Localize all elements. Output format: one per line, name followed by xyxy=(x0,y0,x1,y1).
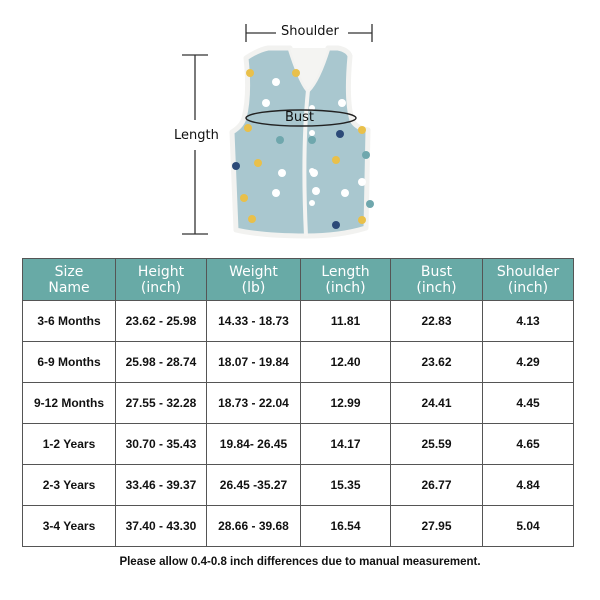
length-label: Length xyxy=(174,128,219,143)
measurement-note: Please allow 0.4-0.8 inch differences due to manual measurement. xyxy=(119,556,481,568)
table-row xyxy=(23,383,574,424)
cell-weight: 14.33 - 18.73 xyxy=(207,301,301,342)
cell-size: 3-6 Months xyxy=(23,301,116,342)
cell-size: 6-9 Months xyxy=(23,342,116,383)
cell-shoulder: 4.45 xyxy=(483,383,574,424)
cell-weight: 26.45 -35.27 xyxy=(207,465,301,506)
cell-weight: 18.73 - 22.04 xyxy=(207,383,301,424)
table-header-row xyxy=(23,259,574,301)
header-weight: Weight (lb) xyxy=(207,259,301,301)
cell-shoulder: 4.65 xyxy=(483,424,574,465)
length-measure-line xyxy=(182,55,208,234)
cell-size: 9-12 Months xyxy=(23,383,116,424)
cell-size: 3-4 Years xyxy=(23,506,116,547)
header-height: Height (inch) xyxy=(116,259,207,301)
table-row xyxy=(23,424,574,465)
header-bust: Bust (inch) xyxy=(391,259,483,301)
size-chart-table xyxy=(22,258,574,547)
cell-length: 15.35 xyxy=(301,465,391,506)
cell-height: 23.62 - 25.98 xyxy=(116,301,207,342)
cell-bust: 24.41 xyxy=(391,383,483,424)
cell-height: 27.55 - 32.28 xyxy=(116,383,207,424)
vest-measurement-diagram xyxy=(0,0,600,250)
cell-height: 25.98 - 28.74 xyxy=(116,342,207,383)
cell-bust: 23.62 xyxy=(391,342,483,383)
cell-bust: 22.83 xyxy=(391,301,483,342)
table-row xyxy=(23,342,574,383)
header-length: Length (inch) xyxy=(301,259,391,301)
cell-bust: 27.95 xyxy=(391,506,483,547)
cell-size: 2-3 Years xyxy=(23,465,116,506)
cell-size: 1-2 Years xyxy=(23,424,116,465)
cell-height: 30.70 - 35.43 xyxy=(116,424,207,465)
cell-shoulder: 4.84 xyxy=(483,465,574,506)
cell-length: 11.81 xyxy=(301,301,391,342)
cell-length: 14.17 xyxy=(301,424,391,465)
cell-bust: 25.59 xyxy=(391,424,483,465)
header-shoulder: Shoulder (inch) xyxy=(483,259,574,301)
cell-bust: 26.77 xyxy=(391,465,483,506)
cell-length: 12.99 xyxy=(301,383,391,424)
cell-weight: 18.07 - 19.84 xyxy=(207,342,301,383)
shoulder-label: Shoulder xyxy=(281,24,339,39)
cell-height: 37.40 - 43.30 xyxy=(116,506,207,547)
table-row xyxy=(23,465,574,506)
cell-length: 12.40 xyxy=(301,342,391,383)
cell-weight: 28.66 - 39.68 xyxy=(207,506,301,547)
cell-weight: 19.84- 26.45 xyxy=(207,424,301,465)
cell-height: 33.46 - 39.37 xyxy=(116,465,207,506)
table-row xyxy=(23,301,574,342)
bust-label: Bust xyxy=(285,110,315,125)
cell-length: 16.54 xyxy=(301,506,391,547)
header-size-name: Size Name xyxy=(23,259,116,301)
cell-shoulder: 4.13 xyxy=(483,301,574,342)
cell-shoulder: 5.04 xyxy=(483,506,574,547)
table-row xyxy=(23,506,574,547)
cell-shoulder: 4.29 xyxy=(483,342,574,383)
